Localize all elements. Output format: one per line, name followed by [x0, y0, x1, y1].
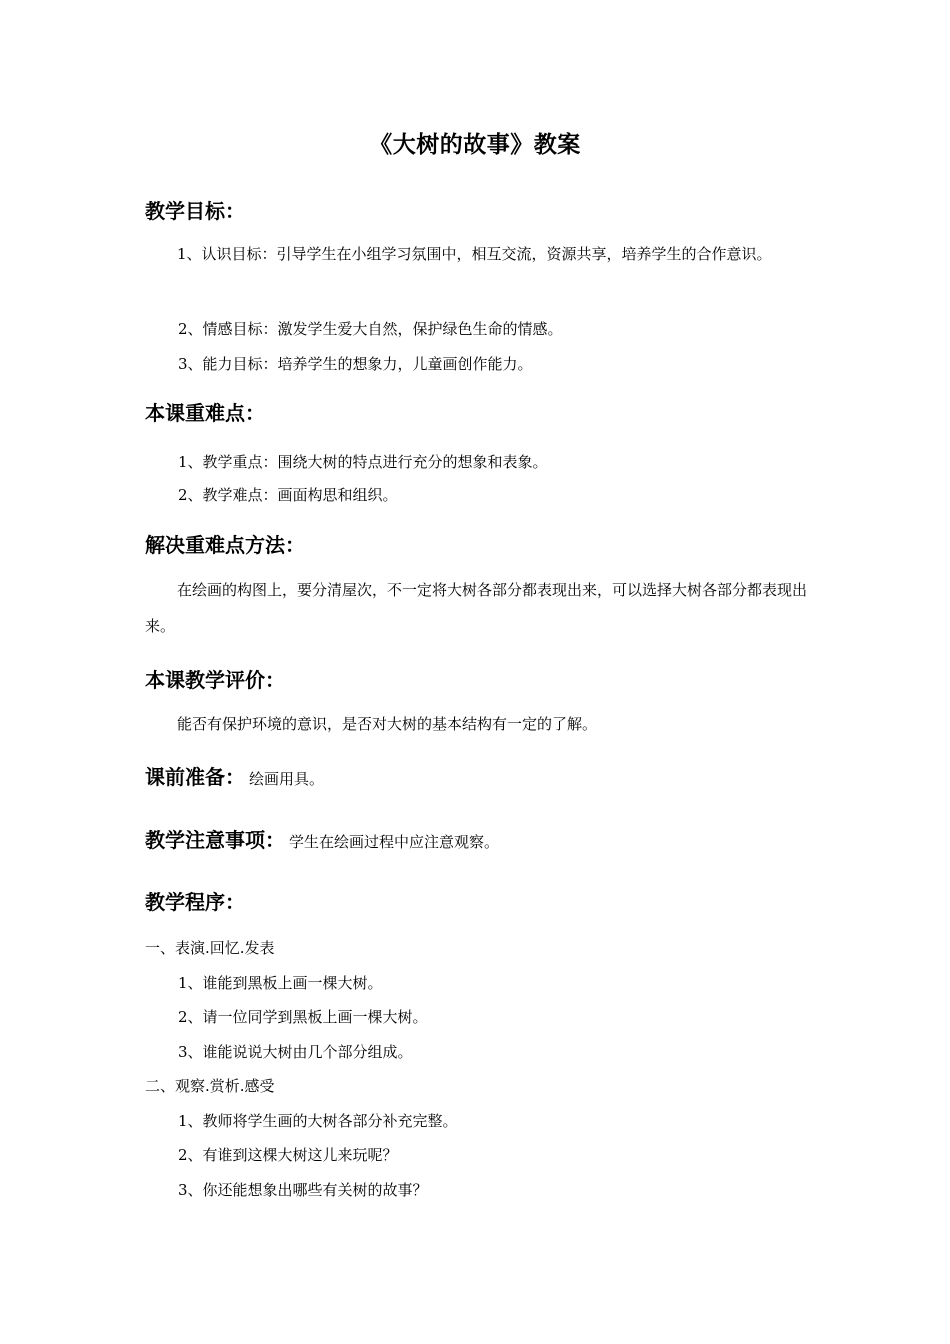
objectives-heading: 教学目标： [145, 199, 245, 223]
preparation-heading [145, 761, 324, 790]
evaluation-text: 能否有保护环境的意识，是否对大树的基本结构有一定的了解。 [177, 715, 598, 733]
preparation-text: 绘画用具。 [249, 770, 325, 788]
procedure-section-1-item-1: 1、谁能到黑板上画一棵大树。 [178, 974, 383, 992]
evaluation-heading: 本课教学评价： [145, 668, 285, 692]
objective-item-3: 3、能力目标：培养学生的想象力，儿童画创作能力。 [178, 355, 533, 373]
procedure-section-2-title: 二、观察.赏析.感受 [145, 1077, 275, 1095]
methods-heading: 解决重难点方法： [145, 533, 305, 557]
notes-heading [145, 824, 499, 853]
procedure-section-1-title: 一、表演.回忆.发表 [145, 939, 275, 957]
procedure-section-2-item-1: 1、教师将学生画的大树各部分补充完整。 [178, 1112, 458, 1130]
document-title: 《大树的故事》教案 [369, 132, 581, 158]
preparation-heading-label: 课前准备： [145, 765, 245, 789]
notes-heading-label: 教学注意事项： [145, 828, 285, 852]
procedure-section-2-item-2: 2、有谁到这棵大树这儿来玩呢？ [178, 1146, 398, 1164]
procedure-section-1-item-3: 3、谁能说说大树由几个部分组成。 [178, 1043, 413, 1061]
key-point-item-2: 2、教学难点：画面构思和组织。 [178, 486, 398, 504]
notes-text: 学生在绘画过程中应注意观察。 [289, 833, 500, 851]
objective-item-1: 1、认识目标：引导学生在小组学习氛围中，相互交流，资源共享，培养学生的合作意识。 [177, 245, 772, 263]
key-points-heading: 本课重难点： [145, 401, 265, 425]
key-point-item-1: 1、教学重点：围绕大树的特点进行充分的想象和表象。 [178, 453, 548, 471]
objective-item-2: 2、情感目标：激发学生爱大自然，保护绿色生命的情感。 [178, 320, 563, 338]
methods-text: 在绘画的构图上，要分清屋次，不一定将大树各部分都表现出来，可以选择大树各部分都表现出来。 [145, 581, 808, 635]
procedure-section-1-item-2: 2、请一位同学到黑板上画一棵大树。 [178, 1008, 428, 1026]
procedure-heading: 教学程序： [145, 890, 245, 914]
procedure-section-2-item-3: 3、你还能想象出哪些有关树的故事？ [178, 1181, 428, 1199]
